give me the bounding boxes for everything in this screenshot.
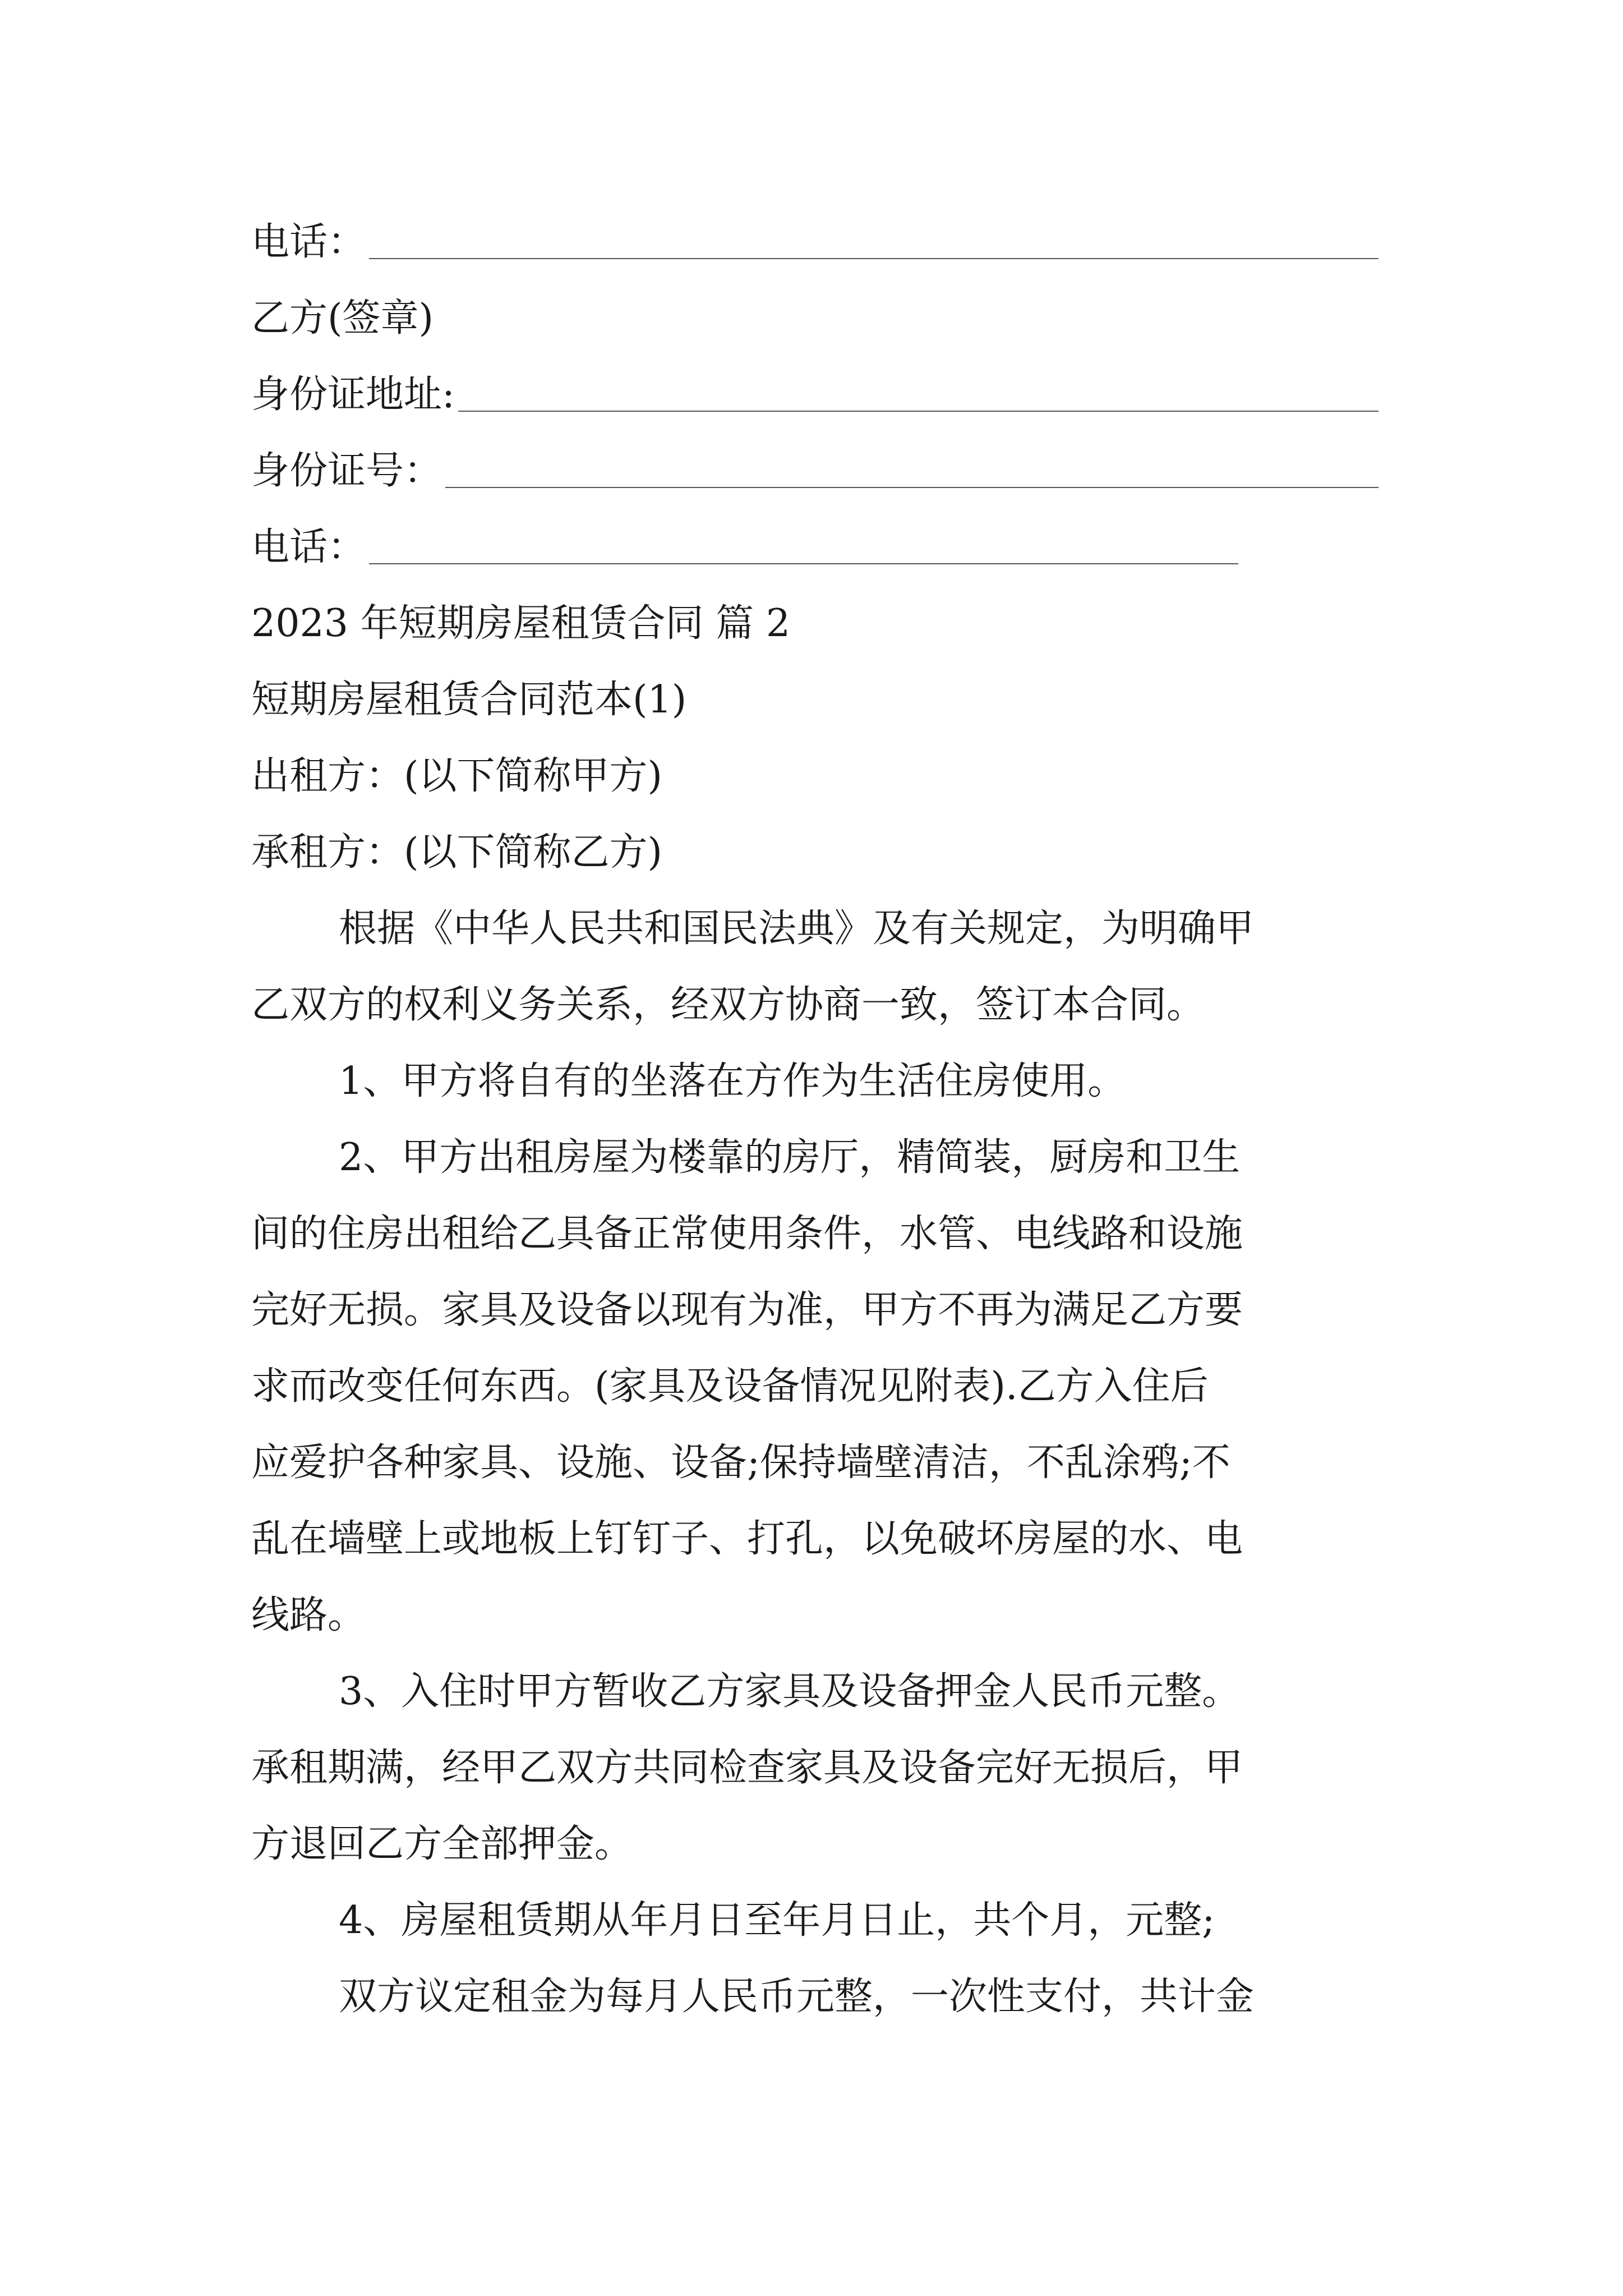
preamble-line-2: 乙双方的权利义务关系，经双方协商一致，签订本合同。 — [251, 983, 1205, 1027]
clause-2-line-1: 2、甲方出租房屋为楼靠的房厅，精简装，厨房和卫生 — [339, 1135, 1241, 1180]
lessee-line: 承租方：(以下简称乙方) — [251, 830, 663, 875]
party-b-id-number-field — [251, 449, 1378, 493]
clause-2-line-5: 应爱护各种家具、设施、设备;保持墙壁清洁，不乱涂鸦;不 — [251, 1441, 1230, 1485]
clause-3-line-1: 3、入住时甲方暂收乙方家具及设备押金人民币元整。 — [339, 1669, 1241, 1714]
lessor-line: 出租方：(以下简称甲方) — [251, 754, 663, 798]
clause-3-line-2: 承租期满，经甲乙双方共同检查家具及设备完好无损后，甲 — [251, 1746, 1243, 1790]
section-heading: 2023 年短期房屋租赁合同 篇 2 — [251, 601, 791, 646]
party-a-phone-blank — [369, 258, 1378, 259]
contract-title: 短期房屋租赁合同范本(1) — [251, 678, 687, 722]
party-b-id-address-label: 身份证地址: — [251, 372, 455, 417]
clause-3-line-3: 方退回乙方全部押金。 — [251, 1822, 633, 1866]
party-a-phone-label: 电话： — [251, 220, 366, 264]
clause-2-line-4: 求而改变任何东西。(家具及设备情况见附表).乙方入住后 — [251, 1364, 1209, 1409]
party-b-signature-label: 乙方(签章) — [251, 296, 434, 341]
clause-2-line-2: 间的住房出租给乙具备正常使用条件，水管、电线路和设施 — [251, 1212, 1243, 1256]
clause-4-line-1: 4、房屋租赁期从年月日至年月日止，共个月，元整; — [339, 1898, 1215, 1943]
party-b-id-address-field — [251, 372, 1378, 417]
party-b-phone-label: 电话： — [251, 525, 366, 569]
party-b-id-number-blank — [445, 487, 1378, 488]
party-b-phone-field — [251, 525, 1378, 569]
party-b-phone-blank — [369, 563, 1238, 564]
clause-2-line-3: 完好无损。家具及设备以现有为准，甲方不再为满足乙方要 — [251, 1288, 1243, 1332]
preamble-line-1: 根据《中华人民共和国民法典》及有关规定，为明确甲 — [339, 907, 1255, 951]
party-b-id-number-label: 身份证号： — [251, 449, 442, 493]
clause-4-line-2: 双方议定租金为每月人民币元整，一次性支付，共计金 — [339, 1975, 1255, 2019]
party-a-phone-field — [251, 220, 1378, 264]
clause-2-line-6: 乱在墙壁上或地板上钉钉子、打孔，以免破坏房屋的水、电 — [251, 1517, 1243, 1561]
clause-2-line-7: 线路。 — [251, 1593, 366, 1637]
clause-1: 1、甲方将自有的坐落在方作为生活住房使用。 — [339, 1059, 1126, 1103]
party-b-id-address-blank — [458, 411, 1378, 412]
